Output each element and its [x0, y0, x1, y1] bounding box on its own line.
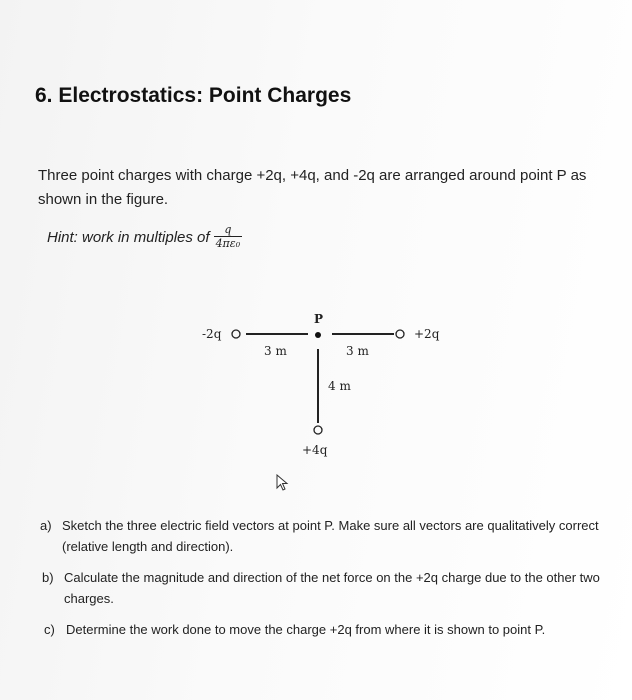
question-letter: b) — [42, 570, 54, 585]
question-text: Calculate the magnitude and direction of the net force on the +2q charge due to the other two charges. — [64, 570, 600, 606]
left-distance-label: 3 m — [264, 344, 287, 358]
problem-title: 6. Electrostatics: Point Charges — [35, 84, 352, 107]
fraction-denominator: 4πε₀ — [215, 237, 241, 250]
hint — [47, 224, 242, 250]
bottom-charge-circle — [314, 426, 322, 434]
question-list — [40, 515, 600, 650]
right-distance-label: 3 m — [346, 344, 369, 358]
question-a — [40, 515, 600, 557]
fraction-numerator: q — [224, 223, 232, 236]
mouse-pointer-icon — [276, 474, 290, 492]
left-charge-label: -2q — [202, 327, 222, 341]
left-charge-circle — [232, 330, 240, 338]
vertical-distance-label: 4 m — [328, 379, 351, 393]
question-letter: c) — [44, 622, 55, 637]
problem-statement: Three point charges with charge +2q, +4q, and -2q are arranged around point P as shown in the figure. — [38, 167, 587, 208]
hint-text: Hint: work in multiples of — [47, 228, 210, 246]
question-text: Sketch the three electric field vectors at point P. Make sure all vectors are qualitatively correct (relative length and direction). — [62, 518, 599, 554]
question-text: Determine the work done to move the charge +2q from where it is shown to point P. — [66, 622, 546, 637]
question-letter: a) — [40, 518, 52, 533]
bottom-charge-label: +4q — [302, 443, 328, 457]
question-c — [44, 619, 600, 640]
point-p-label: P — [314, 312, 324, 326]
hint-fraction — [214, 224, 243, 250]
right-charge-circle — [396, 330, 404, 338]
right-charge-label: +2q — [414, 327, 440, 341]
point-p-dot — [315, 332, 321, 338]
charge-diagram — [190, 305, 450, 465]
question-b — [42, 567, 600, 609]
